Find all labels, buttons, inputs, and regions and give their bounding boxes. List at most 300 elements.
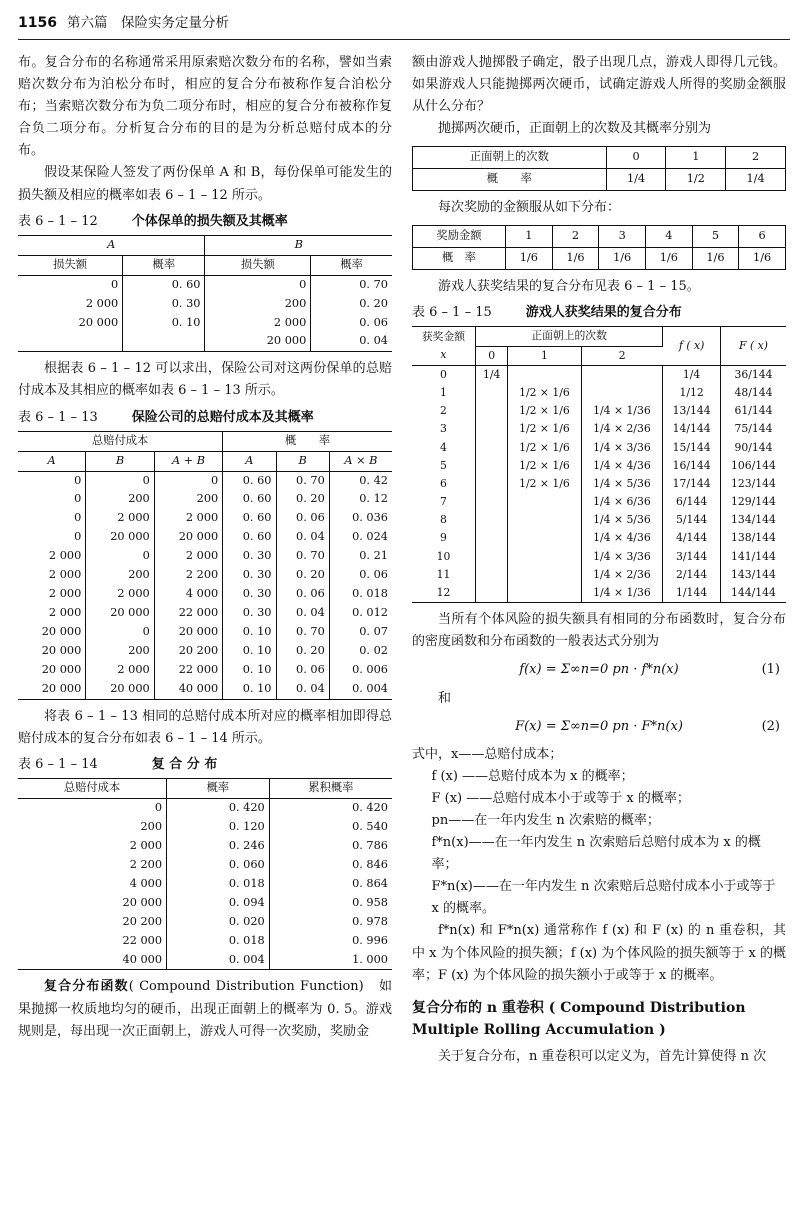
definition-line: F (x) ——总赔付成本小于或等于 x 的概率； — [431, 790, 690, 806]
table-cell — [123, 332, 205, 351]
table-cell: 4 000 — [18, 875, 167, 894]
table-cell: 134/144 — [731, 513, 776, 527]
table-cell: 20 000 — [86, 680, 154, 699]
table-row — [18, 314, 392, 333]
table-row — [18, 332, 392, 351]
table-cell: 0. 20 — [276, 490, 329, 509]
table-cell: 1/144 — [663, 584, 721, 603]
left-column — [18, 52, 392, 1043]
table-cell — [475, 529, 507, 547]
table-row — [18, 509, 392, 528]
table-cell: 2 200 — [18, 856, 167, 875]
table-row — [18, 799, 392, 818]
table-cell: 0. 04 — [276, 604, 329, 623]
table-row — [18, 837, 392, 856]
table-cell: 2 — [726, 147, 786, 169]
table-row — [412, 493, 786, 511]
table-cell: 0. 540 — [352, 819, 388, 833]
table-cell: 0. 04 — [276, 680, 329, 699]
table-cell: 0. 10 — [223, 661, 276, 680]
table-row — [18, 951, 392, 970]
table-cell: 1/4 × 5/36 — [581, 475, 663, 493]
table-cell: 0 — [412, 365, 475, 384]
table-cell: 48/144 — [734, 385, 773, 399]
table-cell — [581, 365, 663, 384]
table-cell: 2 000 — [86, 509, 154, 528]
table-row — [18, 585, 392, 604]
table-cell: 1/2 × 1/6 — [508, 384, 581, 402]
table-cell: 2/144 — [663, 566, 721, 584]
table-cell: 0. 60 — [223, 528, 276, 547]
table-cell: 200 — [205, 295, 311, 314]
table-cell: 75/144 — [734, 422, 773, 436]
table-row — [412, 420, 786, 438]
table-cell — [475, 511, 507, 529]
table-cell: 22 000 — [154, 604, 222, 623]
table-cell: 0 — [18, 799, 167, 818]
table-row — [412, 475, 786, 493]
table-cell: 4/144 — [663, 529, 721, 547]
table-row — [18, 680, 392, 699]
table-cell: 0 — [18, 275, 123, 294]
right-column — [412, 52, 786, 1068]
table-cell: 141/144 — [731, 549, 776, 563]
table-cell: 0. 094 — [167, 894, 270, 913]
paragraph: 当所有个体风险的损失额具有相同的分布函数时，复合分布的密度函数和分布函数的一般表达式分别为 — [412, 612, 786, 650]
table-cell — [508, 493, 581, 511]
table-cell: 144/144 — [731, 586, 776, 600]
table-row — [18, 471, 392, 490]
table-cell: 2 200 — [154, 566, 222, 585]
paragraph: 假设某保险人签发了两份保单 A 和 B，每份保单可能发生的损失额及相应的概率如表 6 – 1 – 12 所示。 — [18, 165, 392, 203]
table-cell — [475, 475, 507, 493]
table-cell: 6/144 — [663, 493, 721, 511]
table-cell: 5/144 — [663, 511, 721, 529]
table-cell: 0. 30 — [223, 585, 276, 604]
table-cell: 200 — [18, 818, 167, 837]
table-cell: 13/144 — [663, 402, 721, 420]
table-row — [18, 604, 392, 623]
table-caption: 表 6 – 1 – 15 游戏人获奖结果的复合分布 — [412, 305, 682, 321]
table-cell: 4 — [412, 439, 475, 457]
paragraph: 抛掷两次硬币，正面朝上的次数及其概率分别为 — [438, 121, 712, 137]
table-row — [18, 275, 392, 294]
table-cell: 1/6 — [506, 248, 553, 270]
table-cell: 0. 024 — [352, 530, 388, 544]
table-cell: 2 000 — [18, 585, 86, 604]
table-6-1-15: 获奖金额 正面朝上的次数 f ( x) F ( x) x 0 1 2 0 1/4 1/4 36/144 1 1/2 × 1/6 1/12 48/144 2 1/2 × 1/6 1/4 × 1/36 13/144 61/144 3 1/2 × 1/6 1/4 × 2/36 14/144 75/144 4 1/2 × 1/6 1/4 × 3/36 15/144 90/144 5 1/2 × 1/6 1/4 × 4/36 16/144 106/144 6 1/2 × 1/6 1/4 × 5/36 17/144 123/144 7 1/4 × 6/36 6/144 129/144 8 1/4 × 5/36 5/144 134/144 9 1/4 × 4/36 4/144 138/144 10 1/4 × 3/36 3/144 141/144 11 1/4 × 2/36 2/144 143/144 12 1/4 × 1/36 1/144 144/144 — [412, 326, 786, 603]
table-cell: 2 000 — [18, 295, 123, 314]
table-cell: 143/144 — [731, 567, 776, 581]
table-cell: 0. 004 — [352, 681, 388, 695]
coin-table — [412, 146, 786, 191]
table-cell: 1/2 × 1/6 — [508, 420, 581, 438]
table-cell: 0. 10 — [123, 314, 205, 333]
table-row — [18, 856, 392, 875]
table-cell: 1/4 × 3/36 — [581, 439, 663, 457]
table-cell: 0. 06 — [276, 509, 329, 528]
table-cell: A + B — [154, 451, 222, 471]
table-cell: 1 — [412, 384, 475, 402]
table-cell: 0. 21 — [359, 549, 388, 563]
table-cell — [508, 566, 581, 584]
dice-table — [412, 225, 786, 270]
table-caption: 表 6 – 1 – 14 复 合 分 布 — [18, 756, 218, 772]
table-cell: 4 — [645, 226, 692, 248]
table-cell: 1/2 — [666, 169, 726, 191]
table-cell — [475, 566, 507, 584]
table-cell: 0. 70 — [359, 277, 388, 291]
table-row — [18, 547, 392, 566]
table-cell: 12 — [412, 584, 475, 603]
table-cell: 0. 20 — [276, 642, 329, 661]
table-cell: 20 000 — [86, 604, 154, 623]
table-cell: 8 — [412, 511, 475, 529]
paragraph: 复合分布函数( Compound Distribution Function) 如果抛掷一枚质地均匀的硬币，出现正面朝上的概率为 0. 5。游戏规则是，每出现一次正面朝上，游戏人可得一次奖励，奖励金 — [18, 979, 392, 1039]
table-row — [18, 818, 392, 837]
table-cell: 20 000 — [18, 642, 86, 661]
table-cell: 20 000 — [154, 528, 222, 547]
table-cell: 1/6 — [692, 248, 739, 270]
table-cell: 0. 004 — [167, 951, 270, 970]
table-cell: 0. 12 — [359, 492, 388, 506]
table-row — [18, 875, 392, 894]
table-cell: 2 — [412, 402, 475, 420]
table-cell: 15/144 — [663, 439, 721, 457]
table-cell — [508, 365, 581, 384]
table-row — [412, 584, 786, 603]
table-cell: 0. 786 — [352, 838, 388, 852]
table-cell: 1/2 × 1/6 — [508, 402, 581, 420]
table-cell: 22 000 — [154, 661, 222, 680]
table-row — [18, 490, 392, 509]
symbol-definitions — [412, 744, 786, 921]
table-cell: 0. 060 — [167, 856, 270, 875]
table-cell: 0. 978 — [352, 914, 388, 928]
table-cell: 3 — [599, 226, 646, 248]
table-cell: 0. 020 — [167, 913, 270, 932]
table-cell: 0 — [18, 471, 86, 490]
table-cell: 1/6 — [552, 248, 599, 270]
table-cell: 20 000 — [18, 661, 86, 680]
table-row — [412, 384, 786, 402]
table-row — [18, 295, 392, 314]
table-cell: B — [276, 451, 329, 471]
table-cell: 损失额 — [18, 255, 123, 275]
table-row — [412, 511, 786, 529]
table-cell: 1/4 × 6/36 — [581, 493, 663, 511]
table-cell: 0. 10 — [223, 623, 276, 642]
section-heading: 复合分布的 n 重卷积 ( Compound Distribution Multiple Rolling Accumulation ) — [412, 999, 746, 1039]
formula-2: F(x) = Σ∞n=0 pn · F*n(x) (2) — [515, 718, 780, 734]
table-cell: 1/4 — [606, 169, 666, 191]
table-cell: 1/6 — [645, 248, 692, 270]
table-cell: 0. 30 — [223, 604, 276, 623]
table-cell: 0. 036 — [352, 511, 388, 525]
table-cell: 0. 02 — [359, 643, 388, 657]
table-cell: 17/144 — [663, 475, 721, 493]
table-cell: 2 000 — [18, 547, 86, 566]
table-cell: 0. 60 — [223, 471, 276, 490]
page-number: 1156 — [18, 14, 57, 31]
table-cell: 0. 420 — [352, 801, 388, 814]
table-cell: 200 — [154, 490, 222, 509]
table-row — [412, 529, 786, 547]
table-cell: 2 000 — [18, 837, 167, 856]
table-cell: 20 200 — [154, 642, 222, 661]
paragraph: 额由游戏人抛掷骰子确定，骰子出现几点，游戏人即得几元钱。如果游戏人只能抛掷两次硬币，试确定游戏人所得的奖励金额服从什么分布？ — [412, 55, 786, 115]
table-cell: 1 — [666, 147, 726, 169]
table-cell: 2 — [552, 226, 599, 248]
table-cell: 2 000 — [86, 585, 154, 604]
formula-1: f(x) = Σ∞n=0 pn · f*n(x) (1) — [519, 662, 780, 678]
table-cell: 累积概率 — [269, 779, 392, 799]
table-cell — [508, 548, 581, 566]
table-cell: 6 — [739, 226, 786, 248]
table-cell: 0. 30 — [123, 295, 205, 314]
table-cell: 3/144 — [663, 548, 721, 566]
table-cell: 0. 04 — [276, 528, 329, 547]
definition-line: f (x) ——总赔付成本为 x 的概率； — [431, 768, 634, 784]
table-cell — [18, 332, 123, 351]
table-6-1-13: 总赔付成本 概 率 A B A + B A B A × B 0 0 0 0. 60 0. 70 0. 42 0 200 200 0. 60 0. 20 0. 12 0 2 000 2 000 0. 60 0. 06 0. 036 0 20 000 20 000 0. 60 0. 04 0. 024 2 000 0 2 000 0. 30 0. 70 0. 21 2 000 200 2 200 0. 30 0. 20 0. 06 2 000 2 000 4 000 0. 30 0. 06 0. 018 2 000 20 000 22 000 0. 30 0. 04 0. 012 20 000 0 20 000 0. 10 0. 70 0. 07 20 000 200 20 200 0. 10 0. 20 0. 02 20 000 2 000 22 000 0. 10 0. 06 0. 006 20 000 20 000 40 000 0. 10 0. 04 0. 004 — [18, 431, 392, 700]
table-6-1-14 — [18, 778, 392, 970]
table-cell: 1. 000 — [352, 952, 388, 966]
table-cell: 1/12 — [663, 384, 721, 402]
table-cell: 1/4 × 1/36 — [581, 584, 663, 603]
table-cell: 0. 04 — [359, 334, 388, 348]
table-cell: 200 — [86, 566, 154, 585]
table-cell: 0. 42 — [359, 473, 388, 487]
table-cell: 1/4 × 1/36 — [581, 402, 663, 420]
table-cell: 概率 — [311, 255, 392, 275]
table-cell: 138/144 — [731, 531, 776, 545]
table-cell: 0 — [154, 471, 222, 490]
table-cell: 0. 06 — [276, 585, 329, 604]
table-cell: 2 000 — [205, 314, 311, 333]
table-cell: 1/4 × 3/36 — [581, 548, 663, 566]
table-cell: 0. 018 — [167, 932, 270, 951]
table-caption: 表 6 – 1 – 13 保险公司的总赔付成本及其概率 — [18, 409, 314, 425]
table-cell: 0. 246 — [167, 837, 270, 856]
definition-line: F*n(x)——在一年内发生 n 次索赔后总赔付成本小于或等于 x 的概率。 — [431, 879, 776, 917]
table-cell: 0 — [205, 275, 311, 294]
definition-line: 式中，x——总赔付成本； — [412, 746, 563, 762]
table-cell: 1/2 × 1/6 — [508, 439, 581, 457]
table-cell: A × B — [329, 451, 392, 471]
table-row — [18, 932, 392, 951]
table-cell: 0. 06 — [359, 315, 388, 329]
table-cell: 0. 06 — [276, 661, 329, 680]
table-cell: 0 — [86, 623, 154, 642]
table-cell: 0. 70 — [276, 547, 329, 566]
table-cell: 7 — [412, 493, 475, 511]
table-cell — [475, 584, 507, 603]
table-cell: 20 000 — [86, 528, 154, 547]
table-caption: 表 6 – 1 – 12 个体保单的损失额及其概率 — [18, 213, 288, 229]
table-cell: 概率 — [167, 779, 270, 799]
table-cell — [475, 420, 507, 438]
table-row — [412, 365, 786, 384]
table-cell: 0 — [475, 346, 507, 365]
table-cell: 22 000 — [18, 932, 167, 951]
table-cell — [508, 529, 581, 547]
table-row — [18, 642, 392, 661]
table-cell: 36/144 — [734, 367, 773, 381]
table-cell: 0. 996 — [352, 933, 388, 947]
table-cell: 0. 10 — [223, 642, 276, 661]
table-cell: 正面朝上的次数 — [413, 147, 607, 169]
table-cell: 0. 864 — [352, 876, 388, 890]
table-cell: 0. 60 — [223, 490, 276, 509]
table-cell: 概 率 — [413, 169, 607, 191]
table-row — [412, 402, 786, 420]
table-cell: 2 000 — [154, 547, 222, 566]
table-cell: 40 000 — [18, 951, 167, 970]
table-cell: 20 000 — [18, 623, 86, 642]
table-cell: 2 000 — [154, 509, 222, 528]
table-row — [18, 566, 392, 585]
table-cell: 129/144 — [731, 495, 776, 509]
table-cell: 0 — [86, 471, 154, 490]
table-cell: 0 — [606, 147, 666, 169]
table-cell: 20 200 — [18, 913, 167, 932]
table-row — [18, 894, 392, 913]
table-cell — [475, 402, 507, 420]
table-cell: 61/144 — [734, 404, 773, 418]
table-cell: 0. 07 — [359, 625, 388, 639]
table-cell: 20 000 — [18, 314, 123, 333]
table-cell: 0. 10 — [223, 680, 276, 699]
table-cell: 20 000 — [205, 332, 311, 351]
table-cell: 4 000 — [154, 585, 222, 604]
table-cell: 0. 60 — [123, 275, 205, 294]
table-row — [18, 661, 392, 680]
table-cell: 2 — [581, 346, 663, 365]
page-header — [18, 8, 790, 40]
table-cell: 5 — [692, 226, 739, 248]
definition-line: f*n(x)——在一年内发生 n 次索赔后总赔付成本为 x 的概率； — [431, 835, 761, 873]
table-cell: 损失额 — [205, 255, 311, 275]
table-cell: 6 — [412, 475, 475, 493]
table-cell: 0. 958 — [352, 895, 388, 909]
table-cell: 200 — [86, 490, 154, 509]
table-cell: 0. 30 — [223, 547, 276, 566]
table-cell: 10 — [412, 548, 475, 566]
table-cell: 0. 60 — [223, 509, 276, 528]
table-cell: 3 — [412, 420, 475, 438]
table-cell: 11 — [412, 566, 475, 584]
table-cell: 1/4 × 4/36 — [581, 529, 663, 547]
table-cell: 20 000 — [18, 894, 167, 913]
table-cell: 1/6 — [599, 248, 646, 270]
table-cell: 0 — [18, 490, 86, 509]
table-cell: 2 000 — [86, 661, 154, 680]
table-cell: 123/144 — [731, 476, 776, 490]
table-cell — [508, 511, 581, 529]
paragraph: 将表 6 – 1 – 13 相同的总赔付成本所对应的概率相加即得总赔付成本的复合分布如表 6 – 1 – 14 所示。 — [18, 708, 392, 746]
table-cell: 0. 018 — [167, 875, 270, 894]
paragraph: f*n(x) 和 F*n(x) 通常称作 f (x) 和 F (x) 的 n 重卷积，其中 x 为个体风险的损失额；f (x) 为个体风险的损失额等于 x 的概率；F (x) 为个体风险的损失额小于或等于 x 的概率。 — [412, 923, 786, 983]
table-cell: 20 000 — [154, 623, 222, 642]
table-cell: 0 — [18, 509, 86, 528]
table-cell: 0. 846 — [352, 857, 388, 871]
table-cell: 1/4 — [475, 365, 507, 384]
table-cell: 14/144 — [663, 420, 721, 438]
table-cell: 20 000 — [18, 680, 86, 699]
table-row — [18, 623, 392, 642]
table-row — [412, 566, 786, 584]
table-cell: 0. 006 — [352, 662, 388, 676]
table-cell: 1/4 × 5/36 — [581, 511, 663, 529]
running-title: 第六篇 保险实务定量分析 — [66, 15, 229, 32]
table-cell: 1/4 × 2/36 — [581, 420, 663, 438]
table-cell: 5 — [412, 457, 475, 475]
table-cell: 0. 018 — [352, 587, 388, 601]
table-cell: 0 — [18, 528, 86, 547]
table-cell: 0. 20 — [276, 566, 329, 585]
table-cell: 1/4 — [726, 169, 786, 191]
table-cell: A — [18, 451, 86, 471]
table-cell: 1 — [508, 346, 581, 365]
table-cell: 0. 70 — [276, 471, 329, 490]
table-cell: 0. 420 — [167, 799, 270, 818]
table-cell: 0. 012 — [352, 606, 388, 620]
table-cell: 90/144 — [734, 440, 773, 454]
table-cell: 1/6 — [739, 248, 786, 270]
paragraph: 根据表 6 – 1 – 12 可以求出，保险公司对这两份保单的总赔付成本及其相应的概率如表 6 – 1 – 13 所示。 — [18, 361, 392, 399]
table-cell — [475, 439, 507, 457]
table-cell: 0. 120 — [167, 818, 270, 837]
table-cell: 1/2 × 1/6 — [508, 457, 581, 475]
table-row — [412, 548, 786, 566]
paragraph: 布。复合分布的名称通常采用原索赔次数分布的名称，譬如当索赔次数分布为泊松分布时，相应的复合分布被称作复合泊松分布；当索赔次数分布为负二项分布时，相应的复合分布被称作复合负二项分布。分析复合分布的目的是为分析总赔付成本的分布。 — [18, 55, 392, 159]
table-cell — [475, 384, 507, 402]
table-cell: 200 — [86, 642, 154, 661]
table-cell: 1/2 × 1/6 — [508, 475, 581, 493]
table-cell — [475, 457, 507, 475]
table-cell: 0. 30 — [223, 566, 276, 585]
table-cell: 0. 20 — [359, 296, 388, 310]
table-cell — [581, 384, 663, 402]
table-cell: 106/144 — [731, 458, 776, 472]
table-cell: 概率 — [123, 255, 205, 275]
table-cell: 奖励金额 — [413, 226, 506, 248]
table-cell: 1/4 × 2/36 — [581, 566, 663, 584]
table-cell: B — [86, 451, 154, 471]
table-cell: 40 000 — [154, 680, 222, 699]
table-row — [18, 913, 392, 932]
definition-line: pn——在一年内发生 n 次索赔的概率； — [431, 812, 660, 828]
table-cell: 2 000 — [18, 566, 86, 585]
table-cell: 0. 06 — [359, 568, 388, 582]
table-cell: 1/4 — [663, 365, 721, 384]
table-cell: A — [223, 451, 276, 471]
table-cell: 概 率 — [413, 248, 506, 270]
table-cell — [508, 584, 581, 603]
paragraph: 游戏人获奖结果的复合分布见表 6 – 1 – 15。 — [438, 279, 700, 295]
table-cell: 总赔付成本 — [18, 779, 167, 799]
paragraph: 和 — [438, 690, 452, 706]
table-6-1-12: A B 损失额 概率 损失额 概率 0 0. 60 0 0. 70 2 000 0. 30 200 0. 20 20 000 0. 10 2 000 0. 06 20 000 0. 04 — [18, 235, 392, 353]
table-row — [412, 457, 786, 475]
table-cell — [475, 493, 507, 511]
table-cell: 0. 70 — [276, 623, 329, 642]
table-cell: 9 — [412, 529, 475, 547]
table-cell: 0 — [86, 547, 154, 566]
table-row — [18, 528, 392, 547]
table-row — [412, 439, 786, 457]
